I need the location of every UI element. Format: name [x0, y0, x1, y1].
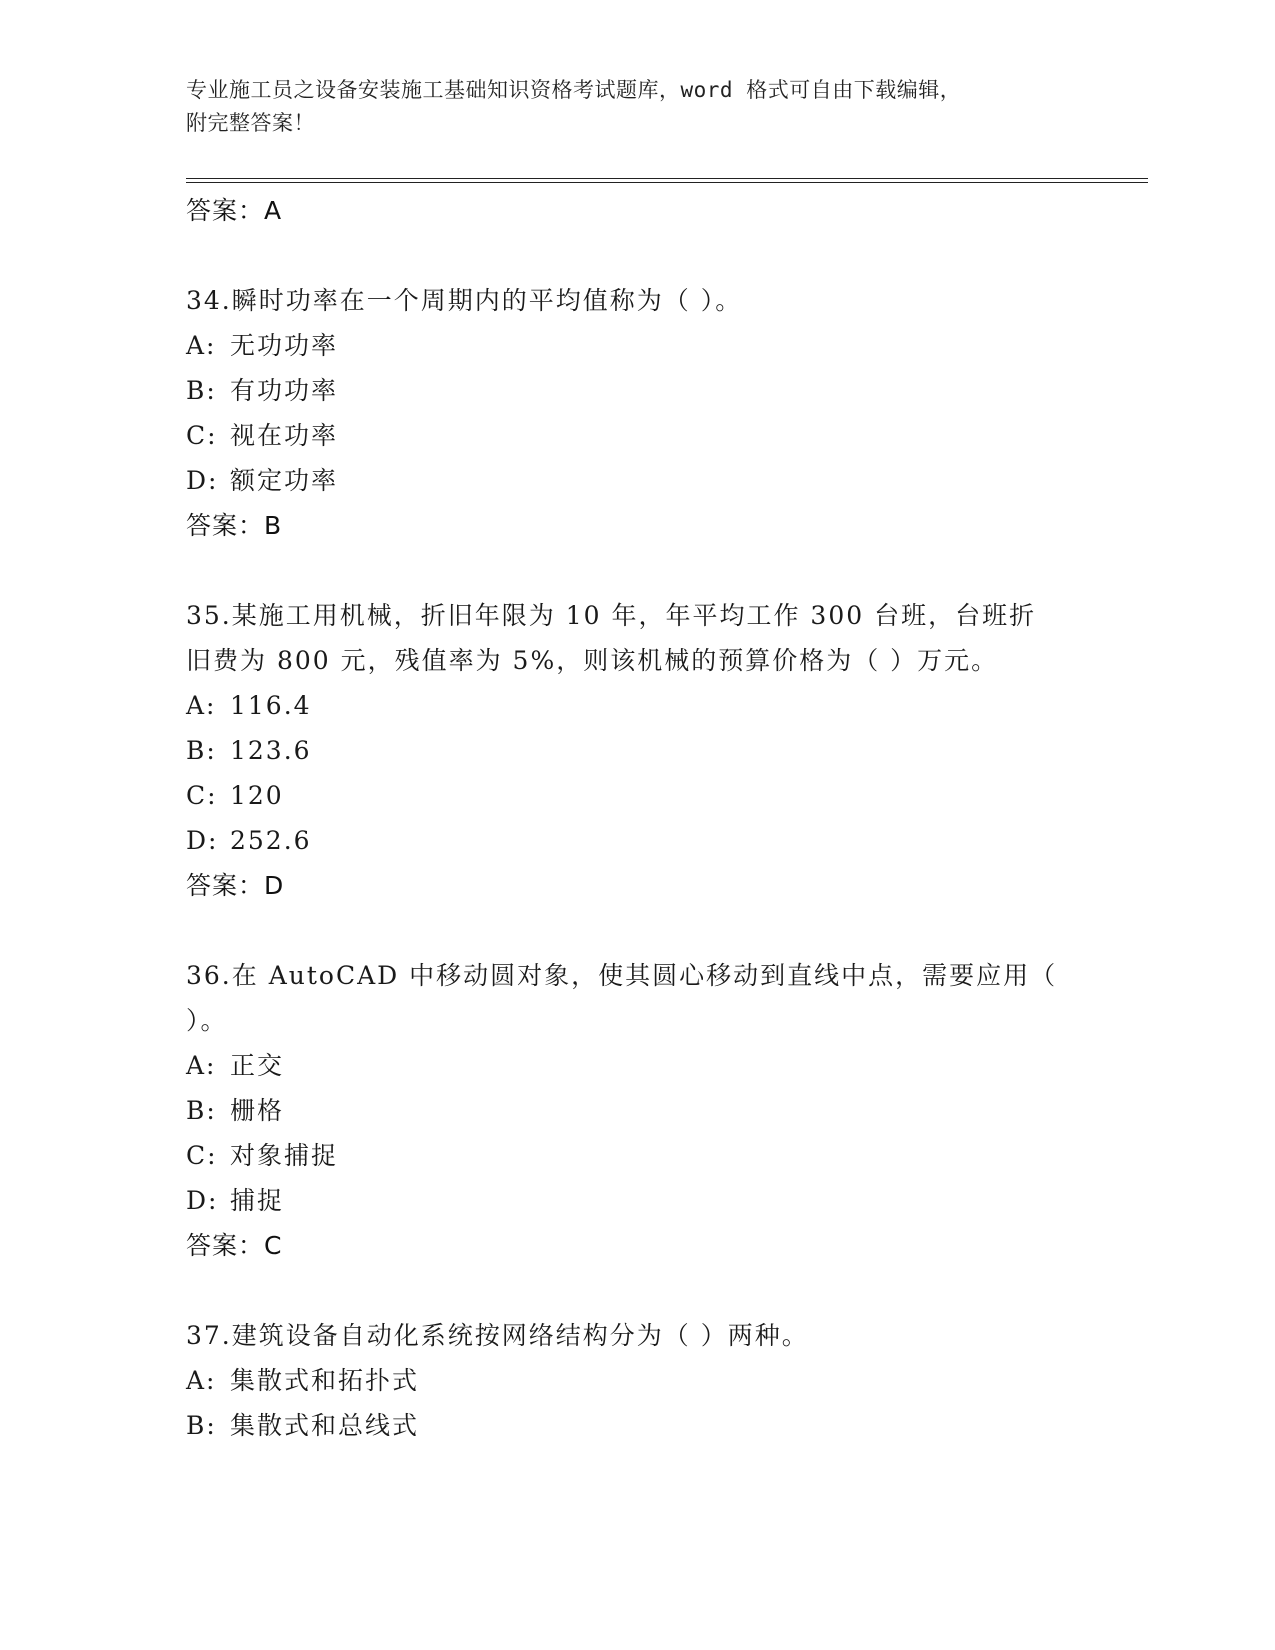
option-c: C: 视在功率 [186, 421, 339, 450]
page-header [186, 74, 1066, 140]
header-divider-thin [186, 182, 1148, 183]
option-d: D: 捕捉 [186, 1186, 285, 1215]
question-text: 36.在 AutoCAD 中移动圆对象，使其圆心移动到直线中点，需要应用（ [186, 961, 1058, 990]
option-a: A: 集散式和拓扑式 [186, 1366, 420, 1395]
question-text: 35.某施工用机械，折旧年限为 10 年，年平均工作 300 台班，台班折 [186, 601, 1037, 630]
header-line-2: 附完整答案！ [186, 111, 315, 135]
option-b: B: 有功功率 [186, 376, 339, 405]
option-b: B: 栅格 [186, 1096, 285, 1125]
question-block [186, 593, 1086, 909]
option-a: A: 116.4 [186, 691, 312, 720]
option-d: D: 252.6 [186, 826, 312, 855]
answer-line: 答案：C [186, 1231, 283, 1260]
header-line-1: 专业施工员之设备安装施工基础知识资格考试题库，word 格式可自由下载编辑， [186, 78, 962, 102]
answer-line: 答案：B [186, 511, 283, 540]
option-c: C: 对象捕捉 [186, 1141, 339, 1170]
question-text-cont: ）。 [186, 1006, 228, 1035]
question-block [186, 278, 1086, 549]
question-text: 37.建筑设备自动化系统按网络结构分为（ ）两种。 [186, 1321, 809, 1350]
header-divider [186, 178, 1148, 179]
answer-line: 答案：D [186, 871, 285, 900]
option-a: A: 正交 [186, 1051, 285, 1080]
option-d: D: 额定功率 [186, 466, 339, 495]
question-block [186, 1313, 1086, 1448]
option-a: A: 无功功率 [186, 331, 339, 360]
option-c: C: 120 [186, 781, 284, 810]
question-list [186, 188, 1086, 1448]
answer-line: 答案：A [186, 196, 283, 225]
option-b: B: 123.6 [186, 736, 312, 765]
question-text-cont: 旧费为 800 元，残值率为 5%，则该机械的预算价格为（ ）万元。 [186, 646, 999, 675]
option-b: B: 集散式和总线式 [186, 1411, 420, 1440]
question-text: 34.瞬时功率在一个周期内的平均值称为（ ）。 [186, 286, 743, 315]
question-block [186, 953, 1086, 1269]
